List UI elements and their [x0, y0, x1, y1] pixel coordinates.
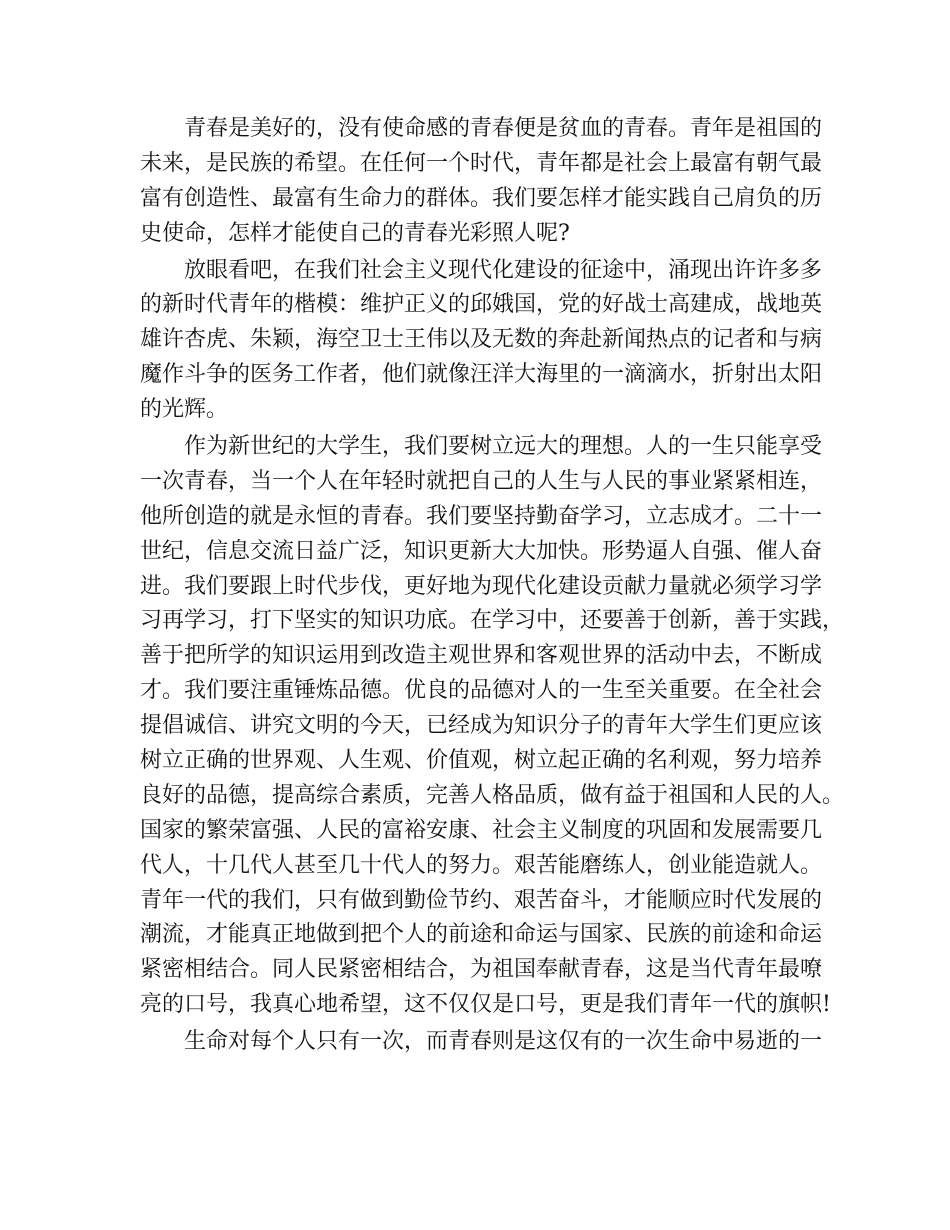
- paragraph-line: 的新时代青年的楷模：维护正义的邱娥国，党的好战士高建成，战地英: [140, 292, 823, 318]
- paragraph-line: 青春是美好的，没有使命感的青春便是贫血的青春。青年是祖国的: [184, 116, 823, 141]
- paragraph-line: 提倡诚信、讲究文明的今天，已经成为知识分子的青年大学生们更应该: [140, 713, 823, 739]
- paragraph-line: 潮流，才能真正地做到把个人的前途和命运与国家、民族的前途和命运: [140, 922, 823, 948]
- paragraph-line: 善于把所学的知识运用到改造主观世界和客观世界的活动中去，不断成: [140, 643, 823, 669]
- paragraph-4: [140, 1025, 830, 1060]
- paragraph-line: 亮的口号，我真心地希望，这不仅仅是口号，更是我们青年一代的旗帜!: [140, 992, 831, 1018]
- paragraph-line: 魔作斗争的医务工作者，他们就像汪洋大海里的一滴滴水，折射出太阳: [140, 362, 823, 388]
- paragraph-line: 世纪，信息交流日益广泛，知识更新大大加快。形势逼人自强、催人奋: [140, 538, 823, 564]
- paragraph-1: [140, 112, 830, 252]
- paragraph-line: 习再学习，打下坚实的知识功底。在学习中，还要善于创新，善于实践，: [140, 608, 845, 634]
- paragraph-line: 国家的繁荣富强、人民的富裕安康、社会主义制度的巩固和发展需要几: [140, 817, 823, 843]
- paragraph-line: 代人，十几代人甚至几十代人的努力。艰苦能磨练人，创业能造就人。: [140, 852, 823, 878]
- paragraph-line: 放眼看吧，在我们社会主义现代化建设的征途中，涌现出许许多多: [184, 257, 823, 283]
- paragraph-line: 富有创造性、最富有生命力的群体。我们要怎样才能实践自己肩负的历: [140, 185, 823, 211]
- paragraph-2: [140, 254, 830, 428]
- paragraph-line: 作为新世纪的大学生，我们要树立远大的理想。人的一生只能享受: [184, 434, 823, 460]
- paragraph-line: 一次青春，当一个人在年轻时就把自己的人生与人民的事业紧紧相连，: [140, 468, 823, 494]
- paragraph-line: 未来，是民族的希望。在任何一个时代，青年都是社会上最富有朝气最: [140, 150, 823, 176]
- paragraph-line: 良好的品德，提高综合素质，完善人格品质，做有益于祖国和人民的人。: [140, 782, 845, 808]
- paragraph-line: 进。我们要跟上时代步伐，更好地为现代化建设贡献力量就必须学习学: [140, 573, 823, 599]
- paragraph-line: 他所创造的就是永恒的青春。我们要坚持勤奋学习，立志成才。二十一: [140, 503, 823, 529]
- paragraph-line: 雄许杏虎、朱颖，海空卫士王伟以及无数的奔赴新闻热点的记者和与病: [140, 327, 823, 353]
- paragraph-line: 青年一代的我们，只有做到勤俭节约、艰苦奋斗，才能顺应时代发展的: [140, 887, 823, 913]
- paragraph-line: 史使命，怎样才能使自己的青春光彩照人呢?: [140, 220, 570, 246]
- paragraph-line: 生命对每个人只有一次，而青春则是这仅有的一次生命中易逝的一: [184, 1029, 823, 1055]
- paragraph-line: 树立正确的世界观、人生观、价值观，树立起正确的名利观，努力培养: [140, 748, 823, 774]
- paragraph-line: 才。我们要注重锤炼品德。优良的品德对人的一生至关重要。在全社会: [140, 678, 823, 704]
- paragraph-line: 紧密相结合。同人民紧密相结合，为祖国奉献青春，这是当代青年最嘹: [140, 957, 823, 983]
- document-body: [140, 112, 845, 1060]
- paragraph-line: 的光辉。: [140, 397, 229, 423]
- paragraph-3: [140, 430, 845, 1023]
